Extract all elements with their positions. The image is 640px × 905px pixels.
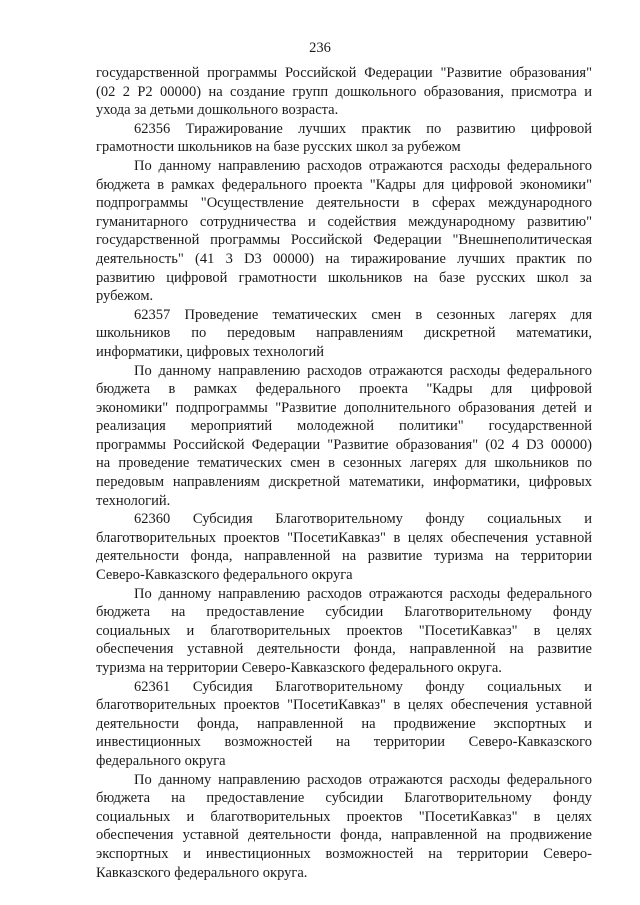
text-line: Северо-Кавказского федерального округа [96,567,353,584]
text-line: государственной программы Российской Федерации "Развитие образования" [96,65,592,81]
text-line: 62357 Проведение тематических смен в сезонных лагерях для [134,306,592,323]
text-line: экономики" подпрограммы "Развитие дополнительного образования детей и [96,399,592,416]
text-line: обеспечения уставной деятельности фонда, направленной на развитие [96,641,592,658]
text-line: передовым направлениям дискретной математики, информатики, цифровых [96,474,592,491]
text-line: инвестиционных возможностей на территории Северо-Кавказского [96,734,592,751]
text-line: деятельность" (41 3 D3 00000) на тиражирование лучших практик по [96,250,592,267]
text-line: бюджета на предоставление субсидии Благотворительному фонду [96,604,592,621]
text-line: федерального округа [96,752,226,769]
text-line: реализация мероприятий молодежной политики" государственной [96,418,592,435]
page-number: 236 [309,40,331,56]
text-line: школьников по передовым направлениям дискретной математики, [96,325,592,342]
text-line: 62360 Субсидия Благотворительному фонду социальных и [134,511,592,528]
text-line: программы Российской Федерации "Развитие образования" (02 4 D3 00000) [96,436,592,453]
text-line: бюджета на предоставление субсидии Благотворительному фонду [96,790,592,807]
text-line: благотворительных проектов "ПосетиКавказ" в целях обеспечения уставной [96,697,592,714]
text-line: бюджета в рамках федерального проекта "Кадры для цифровой экономики" [96,176,592,193]
text-line: социальных и благотворительных проектов "ПосетиКавказ" в целях [96,808,592,825]
text-line: на проведение тематических смен в сезонных лагерях для школьников по [96,455,592,472]
text-line: 62361 Субсидия Благотворительному фонду социальных и [134,678,592,695]
text-line: социальных и благотворительных проектов "ПосетиКавказ" в целях [96,622,592,639]
text-line: государственной программы Российской Федерации "Внешнеполитическая [96,232,592,249]
text-line: По данному направлению расходов отражаются расходы федерального [134,157,592,174]
text-line: деятельности фонда, направленной на развитие туризма на территории [96,548,592,565]
text-line: (02 2 Р2 00000) на создание групп дошкольного образования, присмотра и [96,83,592,100]
text-line: обеспечения уставной деятельности фонда, направленной на продвижение [96,827,592,844]
text-line: рубежом. [96,288,154,305]
text-line: бюджета в рамках федерального проекта "Кадры для цифровой [96,381,592,398]
text-line: грамотности школьников на базе русских школ за рубежом [96,139,461,156]
text-line: ухода за детьми дошкольного возраста. [96,102,339,119]
text-line: По данному направлению расходов отражаются расходы федерального [134,362,592,379]
text-line: экспортных и инвестиционных возможностей на территории Северо- [96,845,592,862]
text-line: туризма на территории Северо-Кавказского федерального округа. [96,660,502,676]
document-body [96,64,592,882]
text-line: развитию цифровой грамотности школьников на базе русских школ за [96,269,592,286]
text-line: гуманитарного сотрудничества и содействия международному развитию" [96,213,592,230]
text-line: подпрограммы "Осуществление деятельности в сферах международного [96,195,592,212]
text-line: технологий. [96,492,171,509]
text-line: 62356 Тиражирование лучших практик по развитию цифровой [134,120,592,137]
text-line: информатики, цифровых технологий [96,343,324,360]
text-line: деятельности фонда, направленной на продвижение экспортных и [96,715,592,732]
text-line: По данному направлению расходов отражаются расходы федерального [134,585,592,602]
text-line: Кавказского федерального округа. [96,864,308,881]
text-line: По данному направлению расходов отражаются расходы федерального [134,771,592,788]
text-line: благотворительных проектов "ПосетиКавказ" в целях обеспечения уставной [96,529,592,546]
